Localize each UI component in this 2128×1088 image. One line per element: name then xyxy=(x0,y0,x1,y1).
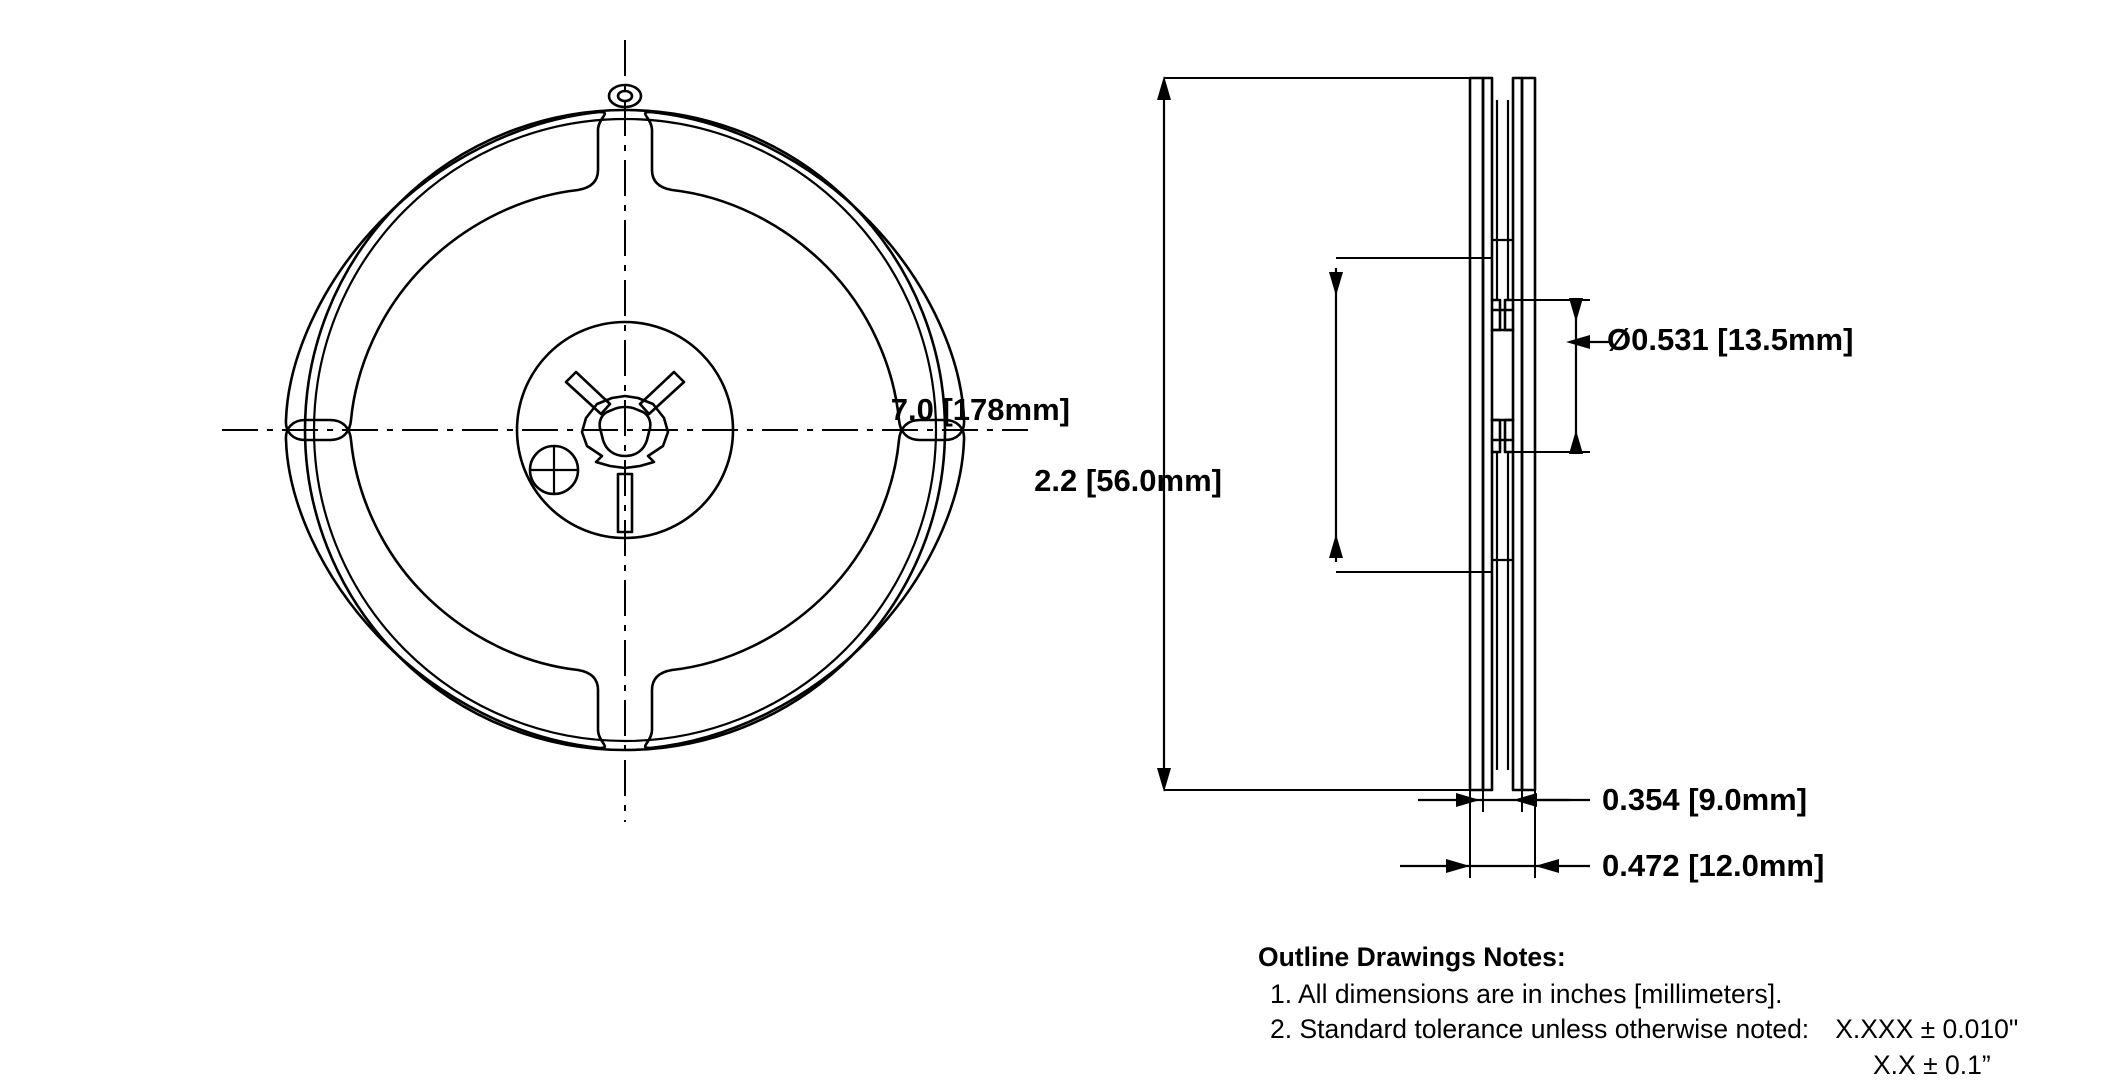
reel-hub-detail xyxy=(530,372,684,532)
window-top-left xyxy=(286,112,605,440)
note-item-2 xyxy=(1258,1012,2078,1047)
drive-slot-right xyxy=(640,372,684,414)
right-flange-outer xyxy=(1522,78,1535,790)
dim-arbor-hole xyxy=(1513,298,1613,454)
note-item-1: 1. All dimensions are in inches [millimeters]. xyxy=(1270,979,1783,1010)
window-bottom-right xyxy=(645,420,964,748)
left-flange-inner xyxy=(1483,78,1492,790)
note-item-2-text: 2. Standard tolerance unless otherwise noted: xyxy=(1270,1014,1810,1045)
dim-hub-width xyxy=(1329,258,1492,572)
dim-label-tape-width: 0.354 [9.0mm] xyxy=(1602,782,1808,817)
dim-overall-width xyxy=(1400,790,1590,878)
dim-label-overall-width: 0.472 [12.0mm] xyxy=(1602,848,1825,883)
drive-slot-left xyxy=(566,372,610,414)
dim-reel-diameter xyxy=(1157,76,1470,792)
note-tolerance-x: X.X ± 0.1” xyxy=(1873,1049,1991,1080)
window-top-right xyxy=(645,112,964,440)
reel-front-view xyxy=(222,40,1028,822)
side-hub-body xyxy=(1492,100,1513,770)
dim-label-hub-width: 2.2 [56.0mm] xyxy=(1034,463,1222,498)
dim-tape-width xyxy=(1418,790,1590,812)
right-flange-inner xyxy=(1513,78,1522,790)
note-tolerance-xxx: X.XXX ± 0.010" xyxy=(1835,1014,2019,1045)
dim-label-arbor-hole: Ø0.531 [13.5mm] xyxy=(1607,322,1854,357)
left-flange-outer xyxy=(1470,78,1483,790)
dim-label-reel-diameter: 7.0 [178mm] xyxy=(890,392,1070,427)
outline-drawing-notes xyxy=(1258,940,2078,1083)
notes-title: Outline Drawings Notes: xyxy=(1258,942,1566,972)
reel-side-section-view xyxy=(1470,78,1535,790)
